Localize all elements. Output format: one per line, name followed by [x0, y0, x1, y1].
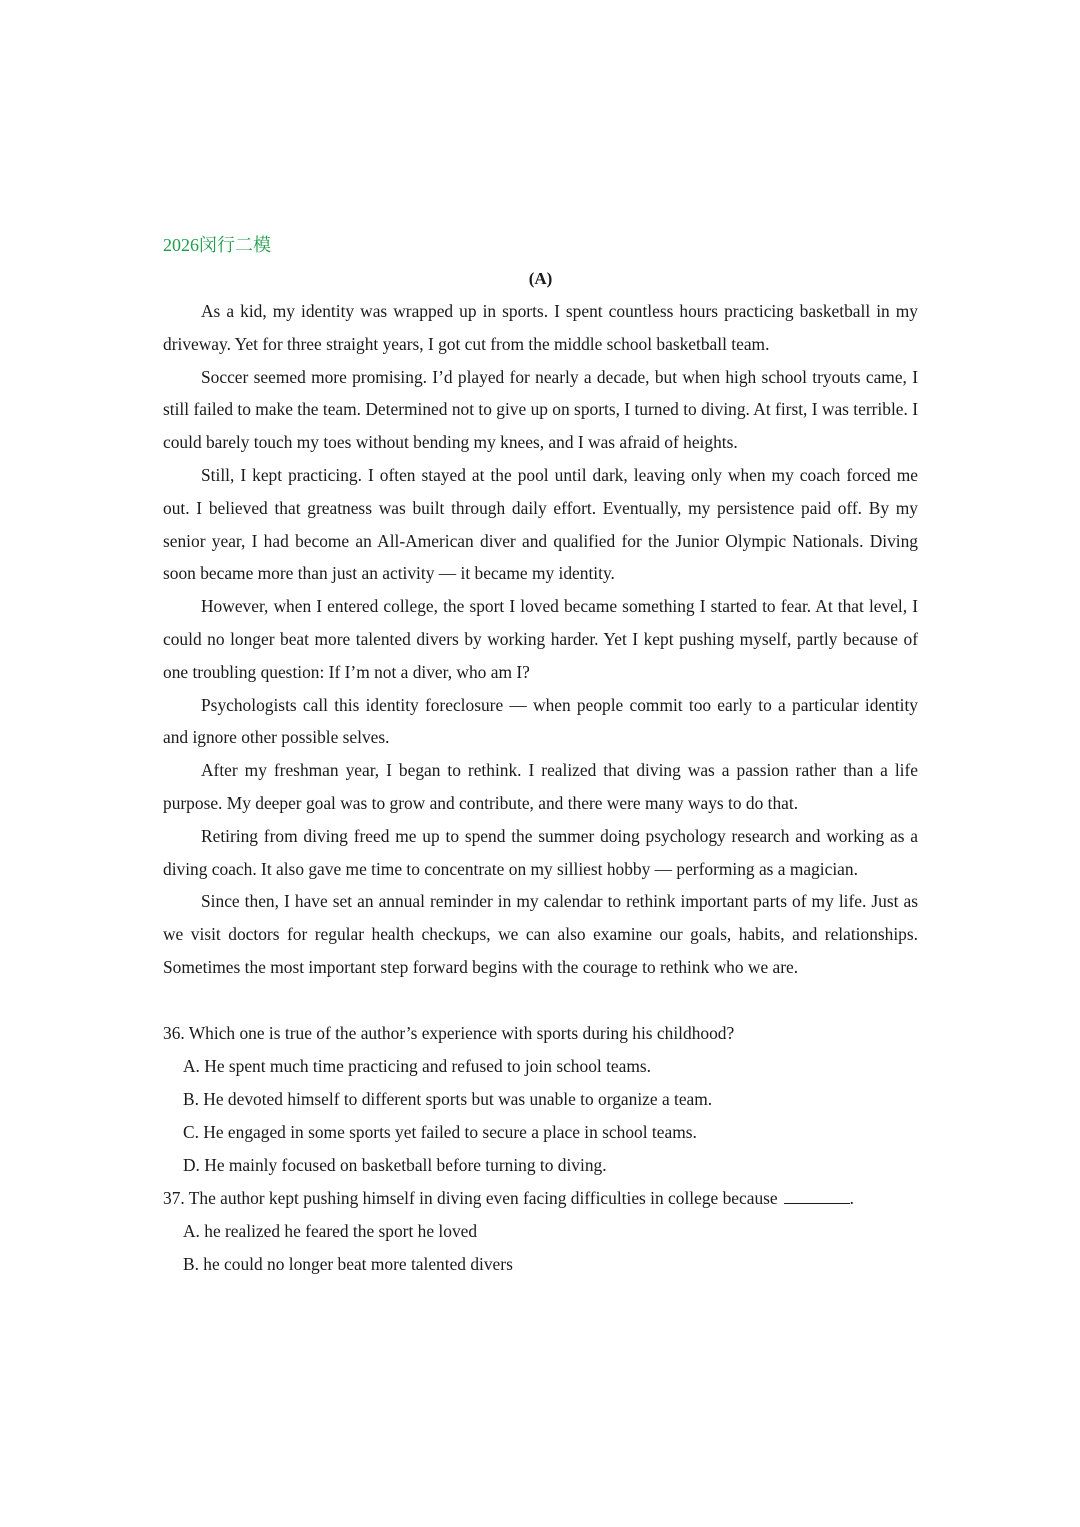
passage-paragraph-4: However, when I entered college, the sport I loved became something I started to fear. At that level, I could no longer beat more talented divers by working harder. Yet I kept pushing myself, partly because of one troubling question: If I’m not a diver, who am I? [163, 596, 918, 682]
question-36-option-b: B. He devoted himself to different sports but was unable to organize a team. [183, 1088, 713, 1109]
exam-source-tag: 2026闵行二模 [163, 235, 271, 255]
exam-page [163, 229, 918, 1281]
question-36-option-c: C. He engaged in some sports yet failed to secure a place in school teams. [183, 1121, 697, 1142]
passage-paragraph-1: As a kid, my identity was wrapped up in sports. I spent countless hours practicing basketball in my driveway. Yet for three straight years, I got cut from the middle school basketball team. [163, 301, 918, 354]
question-37-stem-text: 37. The author kept pushing himself in diving even facing difficulties in college because [163, 1187, 778, 1208]
passage-paragraph-2: Soccer seemed more promising. I’d played for nearly a decade, but when high school tryouts came, I still failed to make the team. Determined not to give up on sports, I turned to diving. At first, I was terrible. I could barely touch my toes without bending my knees, and I was afraid of heights. [163, 366, 918, 453]
question-37-stem [163, 1182, 918, 1215]
question-37-stem-end: . [849, 1187, 854, 1208]
passage-paragraph-7: Retiring from diving freed me up to spend the summer doing psychology research and working as a diving coach. It also gave me time to concentrate on my silliest hobby — performing as a magician. [163, 825, 918, 879]
question-37-option-b: B. he could no longer beat more talented divers [183, 1253, 513, 1274]
passage-paragraph-6: After my freshman year, I began to rethink. I realized that diving was a passion rather than a life purpose. My deeper goal was to grow and contribute, and there were many ways to do that. [163, 760, 918, 813]
question-37-option-a: A. he realized he feared the sport he loved [183, 1220, 478, 1241]
passage-paragraph-3: Still, I kept practicing. I often stayed at the pool until dark, leaving only when my coach forced me out. I believed that greatness was built through daily effort. Eventually, my persistence paid off. By my senior year, I had become an All-American diver and qualified for the Junior Olympic Nationals. Diving soon became more than just an activity — it became my identity. [163, 464, 918, 584]
question-36-option-a: A. He spent much time practicing and refused to join school teams. [183, 1055, 651, 1076]
answer-blank [784, 1187, 850, 1204]
reading-passage [163, 295, 918, 984]
question-36-stem: 36. Which one is true of the author’s experience with sports during his childhood? [163, 1022, 735, 1043]
passage-paragraph-8: Since then, I have set an annual reminder in my calendar to rethink important parts of my life. Just as we visit doctors for regular health checkups, we can also examine our goals, habits, and relationships. Sometimes the most important step forward begins with the courage to rethink who we are. [163, 891, 918, 977]
question-36-option-d: D. He mainly focused on basketball before turning to diving. [183, 1154, 607, 1175]
section-heading: (A) [528, 269, 553, 288]
passage-paragraph-5: Psychologists call this identity foreclosure — when people commit too early to a particular identity and ignore other possible selves. [163, 694, 918, 748]
question-list [163, 1017, 918, 1281]
